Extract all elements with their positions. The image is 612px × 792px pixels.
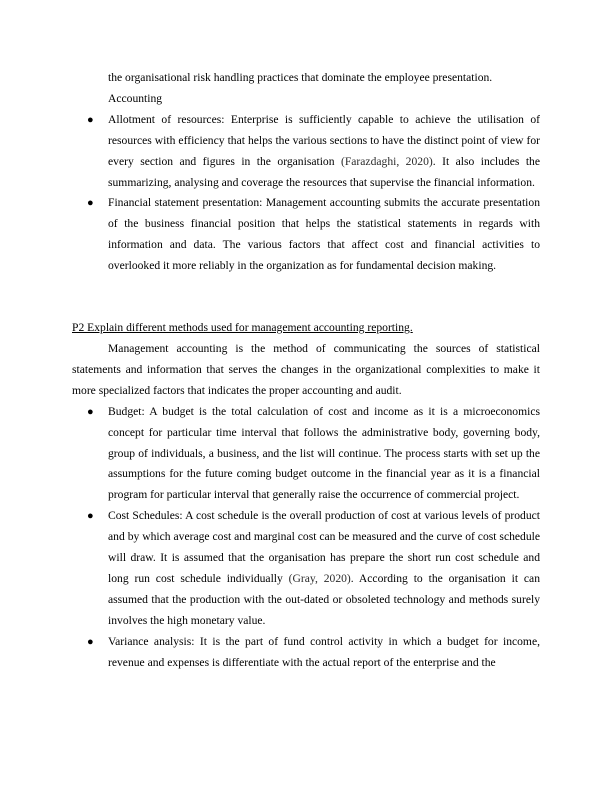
bullet-text: . It also includes the summarizing, analysing and coverage the resources that supervise the financial information. [108, 154, 540, 189]
section-spacer [72, 277, 540, 318]
bullet-text: Financial statement presentation: Management accounting submits the accurate presentation of the business financial position that helps the statistical statements in regards with information and data. The various factors that affect cost and financial activities to overlooked it more reliably in the organization as for fundamental decision making. [108, 196, 540, 273]
bullet-icon: ● [87, 405, 94, 418]
bullet-icon: ● [87, 635, 94, 648]
continuation-paragraph [108, 68, 540, 110]
citation: (Gray, 2020) [288, 571, 351, 585]
list-item [72, 193, 540, 277]
bullet-icon: ● [87, 113, 94, 126]
bullet-text: . According to the organisation it can assumed that the production with the out-dated or obsoleted technology and methods surely involves the high monetary value. [108, 571, 540, 627]
continuation-text: the organisational risk handling practices that dominate the employee presentation. [108, 71, 493, 84]
bullet-text: Cost Schedules: A cost schedule is the overall production of cost at various levels of product and by which average cost and marginal cost can be measured and the curve of cost schedule will draw. It is assumed that the organisation has prepare the short run cost schedule and long run cost schedule individually [108, 509, 540, 585]
list-item [72, 110, 540, 194]
bullet-icon: ● [87, 197, 94, 210]
bullet-text: Budget: A budget is the total calculation of cost and income as it is a microeconomics concept for particular time interval that follows the administrative body, governing body, group of individuals, a business, and the list will continue. The process starts with set up the assumptions for the future coming budget outcome in the financial year as it is a financial program for particular interval that generally raise the occurrence of commercial project. [108, 404, 540, 502]
continuation-tail: Accounting [108, 91, 163, 105]
resources-bullet-list [72, 110, 540, 277]
bullet-text: Allotment of resources: Enterprise is sufficiently capable to achieve the utilisation of resources with efficiency that helps the various sections to have the distinct point of view for every section and figures in the organisation [108, 112, 540, 168]
intro-paragraph: Management accounting is the method of communicating the sources of statistical statements and information that serves the changes in the organizational complexities to make it more specialized factors that indicates the proper accounting and audit. [72, 341, 540, 397]
document-page [72, 68, 540, 673]
section-heading: P2 Explain different methods used for management accounting reporting. [72, 321, 413, 335]
list-item [72, 632, 540, 674]
list-item [72, 402, 540, 507]
bullet-icon: ● [87, 510, 94, 523]
bullet-text: Variance analysis: It is the part of fund control activity in which a budget for income, revenue and expenses is differentiate with the actual report of the enterprise and the [108, 634, 540, 669]
list-item [72, 506, 540, 631]
methods-bullet-list [72, 402, 540, 674]
citation: (Farazdaghi, 2020) [340, 154, 433, 168]
